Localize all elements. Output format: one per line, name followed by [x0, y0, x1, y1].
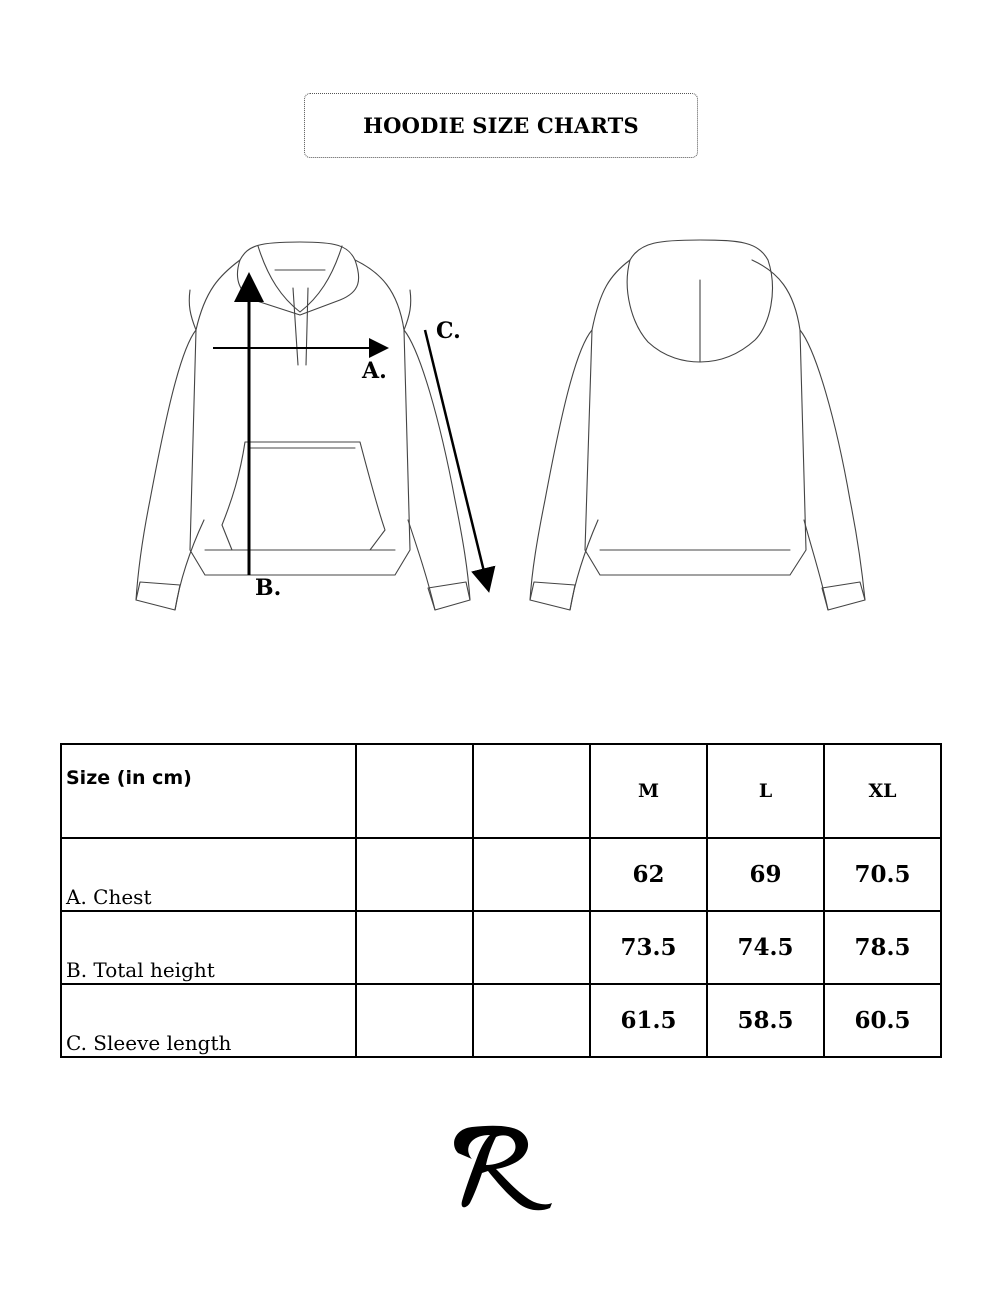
size-table — [60, 743, 942, 1058]
header-size-m: M — [590, 744, 707, 838]
hoodie-illustration — [0, 220, 1000, 640]
header-size-l: L — [707, 744, 824, 838]
table-row — [61, 838, 941, 911]
value-cell: 74.5 — [707, 911, 824, 984]
value-cell: 60.5 — [824, 984, 941, 1057]
value-cell: 69 — [707, 838, 824, 911]
row-label-total-height: B. Total height — [61, 911, 356, 984]
row-label-sleeve-length: C. Sleeve length — [61, 984, 356, 1057]
page-title: HOODIE SIZE CHARTS — [363, 113, 639, 138]
blank-cell — [356, 744, 473, 838]
hoodie-diagram — [0, 220, 1000, 640]
blank-cell — [473, 838, 590, 911]
blank-cell — [473, 911, 590, 984]
table-header-row — [61, 744, 941, 838]
header-size-label: Size (in cm) — [61, 744, 356, 838]
title-box — [304, 93, 698, 158]
r-logo-icon — [440, 1115, 560, 1215]
blank-cell — [473, 984, 590, 1057]
blank-cell — [356, 984, 473, 1057]
value-cell: 73.5 — [590, 911, 707, 984]
value-cell: 78.5 — [824, 911, 941, 984]
table-row — [61, 911, 941, 984]
value-cell: 70.5 — [824, 838, 941, 911]
value-cell: 58.5 — [707, 984, 824, 1057]
blank-cell — [356, 911, 473, 984]
label-c: C. — [436, 318, 461, 344]
sleeve-arrow — [425, 330, 488, 588]
value-cell: 62 — [590, 838, 707, 911]
table-row — [61, 984, 941, 1057]
front-hoodie-outline — [136, 242, 470, 610]
r-monogram-logo — [440, 1115, 560, 1215]
back-hoodie-outline — [530, 240, 865, 610]
blank-cell — [356, 838, 473, 911]
row-label-chest: A. Chest — [61, 838, 356, 911]
blank-cell — [473, 744, 590, 838]
label-b: B. — [255, 575, 282, 601]
header-size-xl: XL — [824, 744, 941, 838]
label-a: A. — [362, 358, 387, 384]
value-cell: 61.5 — [590, 984, 707, 1057]
